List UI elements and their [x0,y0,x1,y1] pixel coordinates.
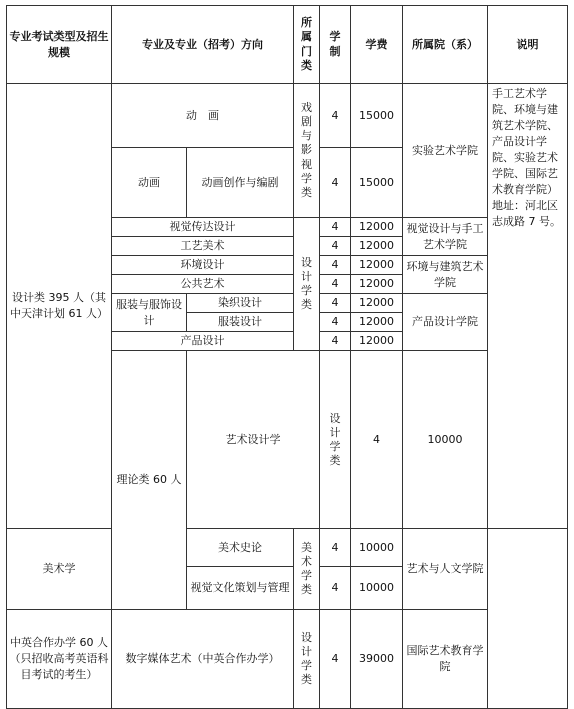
years-cell: 4 [320,529,351,567]
major-animation-group: 动画 [112,148,187,218]
years-cell: 4 [320,313,351,332]
header-note: 说明 [488,6,568,84]
years-cell: 4 [351,351,403,529]
group-design: 设计类 395 人（其中天津计划 61 人） [7,84,112,529]
years-cell: 4 [320,610,351,709]
header-discipline: 所属门类 [294,6,320,84]
fee-cell: 12000 [351,256,403,275]
discipline-design-3: 设计学类 [294,610,320,709]
years-cell: 4 [320,237,351,256]
years-cell: 4 [320,84,351,148]
fee-cell: 12000 [351,275,403,294]
header-fee: 学费 [351,6,403,84]
major-digital-media: 数字媒体艺术（中英合作办学） [112,610,294,709]
years-cell: 4 [320,332,351,351]
note-empty-cell [488,529,568,709]
table-row [7,610,568,709]
table-row [7,529,568,567]
fee-cell: 12000 [351,218,403,237]
discipline-design-1: 设计学类 [294,218,320,351]
discipline-fine-arts: 美术学类 [294,529,320,610]
fee-cell: 39000 [351,610,403,709]
major-fashion-group: 服装与服饰设计 [112,294,187,332]
header-row [7,6,568,84]
major-public-art: 公共艺术 [112,275,294,294]
direction-animation-creation: 动画创作与编剧 [187,148,294,218]
header-category: 专业考试类型及招生规模 [7,6,112,84]
years-cell: 4 [320,148,351,218]
major-environment: 环境设计 [112,256,294,275]
school-visual-crafts: 视觉设计与手工艺术学院 [403,218,488,256]
major-animation: 动 画 [112,84,294,148]
major-art-design-studies: 艺术设计学 [187,351,320,529]
fee-cell: 10000 [351,567,403,610]
header-school: 所属院（系） [403,6,488,84]
table-row [7,84,568,148]
years-cell: 4 [320,567,351,610]
school-art-humanities: 艺术与人文学院 [403,529,488,610]
group-theory: 理论类 60 人 [112,351,187,610]
school-experimental: 实验艺术学院 [403,84,488,218]
major-fine-arts-group: 美术学 [7,529,112,610]
school-international: 国际艺术教育学院 [403,610,488,709]
direction-art-history: 美术史论 [187,529,294,567]
school-product-design: 产品设计学院 [403,294,488,351]
fee-cell: 15000 [351,84,403,148]
major-crafts: 工艺美术 [112,237,294,256]
years-cell: 4 [320,275,351,294]
fee-cell: 10000 [351,529,403,567]
fee-cell: 10000 [403,351,488,529]
header-major: 专业及专业（招考）方向 [112,6,294,84]
years-cell: 4 [320,256,351,275]
fee-cell: 12000 [351,332,403,351]
note-cell: 手工艺术学院、环境与建筑艺术学院、产品设计学院、实验艺术学院、国际艺术教育学院）地址：河北区志成路 7 号。 [488,84,568,529]
direction-visual-culture: 视觉文化策划与管理 [187,567,294,610]
school-environment-arch: 环境与建筑艺术学院 [403,256,488,294]
discipline-drama: 戏剧与影视学类 [294,84,320,218]
fee-cell: 15000 [351,148,403,218]
years-cell: 4 [320,218,351,237]
admissions-table [6,5,568,709]
direction-costume: 服装设计 [187,313,294,332]
fee-cell: 12000 [351,294,403,313]
fee-cell: 12000 [351,237,403,256]
group-intl: 中英合作办学 60 人（只招收高考英语科目考试的考生） [7,610,112,709]
header-years: 学制 [320,6,351,84]
major-visual-comm: 视觉传达设计 [112,218,294,237]
fee-cell: 12000 [351,313,403,332]
discipline-design-2: 设计学类 [320,351,351,529]
direction-textile: 染织设计 [187,294,294,313]
major-product: 产品设计 [112,332,294,351]
years-cell: 4 [320,294,351,313]
